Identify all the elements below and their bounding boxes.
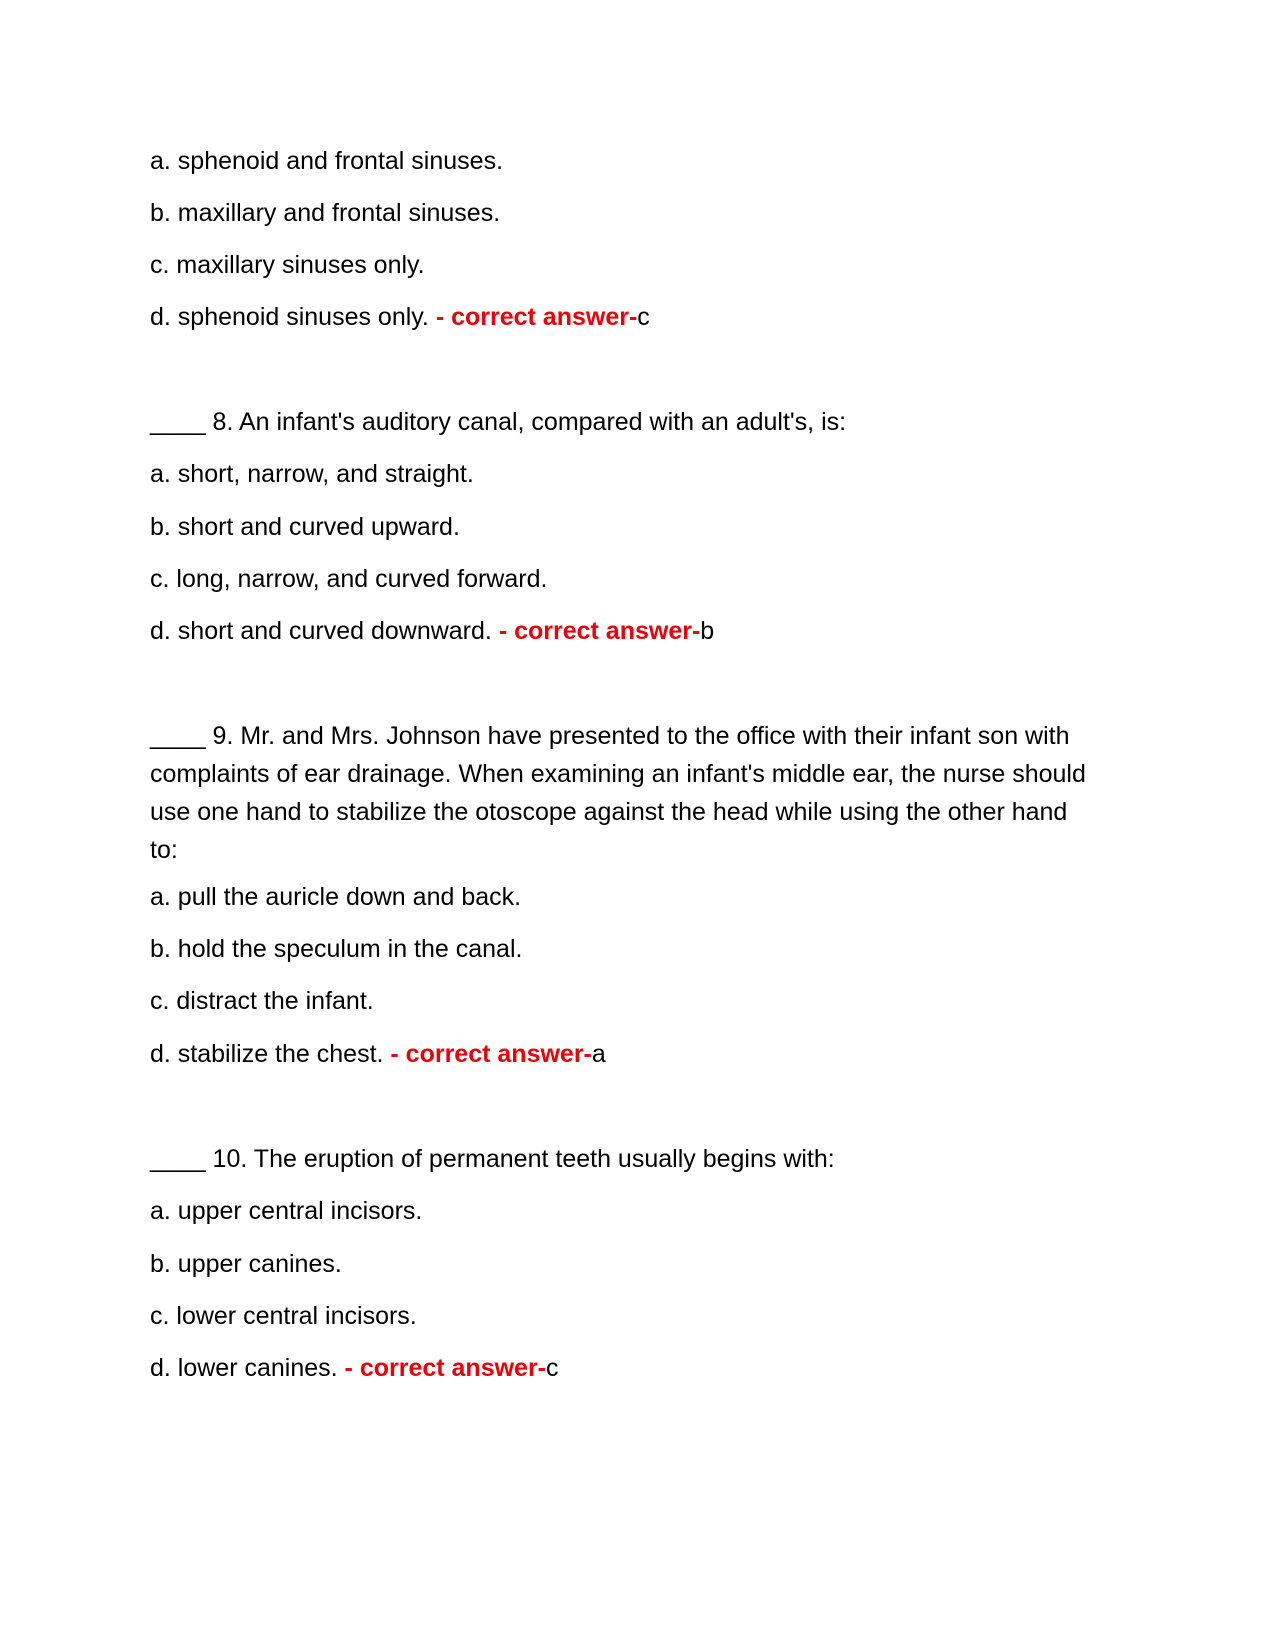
option-d [150, 612, 1130, 650]
option-d [150, 1035, 1130, 1073]
option-text: d. stabilize the chest. [150, 1040, 391, 1068]
correct-answer-marker: - correct answer- [435, 303, 638, 331]
question-9-text: ____ 9. Mr. and Mrs. Johnson have presented to the office with their infant son with complaints of ear drainage. When examining an infant's middle ear, the nurse should use one hand to stabilize the otoscope against the head while using the other hand to: [150, 722, 1086, 864]
option-a: a. pull the auricle down and back. [150, 883, 522, 911]
option-b: b. short and curved upward. [150, 513, 460, 541]
option-text: d. lower canines. [150, 1354, 345, 1382]
option-c: c. long, narrow, and curved forward. [150, 565, 548, 593]
option-a: a. upper central incisors. [150, 1197, 423, 1225]
option-b: b. hold the speculum in the canal. [150, 935, 523, 963]
option-text: d. short and curved downward. [150, 617, 499, 645]
correct-answer-value: a [591, 1040, 606, 1068]
option-c: c. distract the infant. [150, 987, 374, 1015]
option-a: a. short, narrow, and straight. [150, 460, 474, 488]
option-b: b. upper canines. [150, 1250, 342, 1278]
option-a: a. sphenoid and frontal sinuses. [150, 147, 504, 175]
question-8-text: ____ 8. An infant's auditory canal, compared with an adult's, is: [150, 408, 847, 436]
correct-answer-marker: - correct answer- [498, 617, 701, 645]
question-10-text: ____ 10. The eruption of permanent teeth usually begins with: [150, 1145, 835, 1173]
option-c: c. lower central incisors. [150, 1302, 417, 1330]
correct-answer-marker: - correct answer- [390, 1040, 592, 1068]
correct-answer-value: c [546, 1354, 559, 1382]
correct-answer-value: b [700, 617, 715, 645]
option-c: c. maxillary sinuses only. [150, 251, 425, 279]
option-d [150, 1349, 1130, 1387]
correct-answer-value: c [637, 303, 650, 331]
option-text: d. sphenoid sinuses only. [150, 303, 436, 331]
option-d [150, 298, 1130, 336]
option-b: b. maxillary and frontal sinuses. [150, 199, 501, 227]
correct-answer-marker: - correct answer- [344, 1354, 547, 1382]
